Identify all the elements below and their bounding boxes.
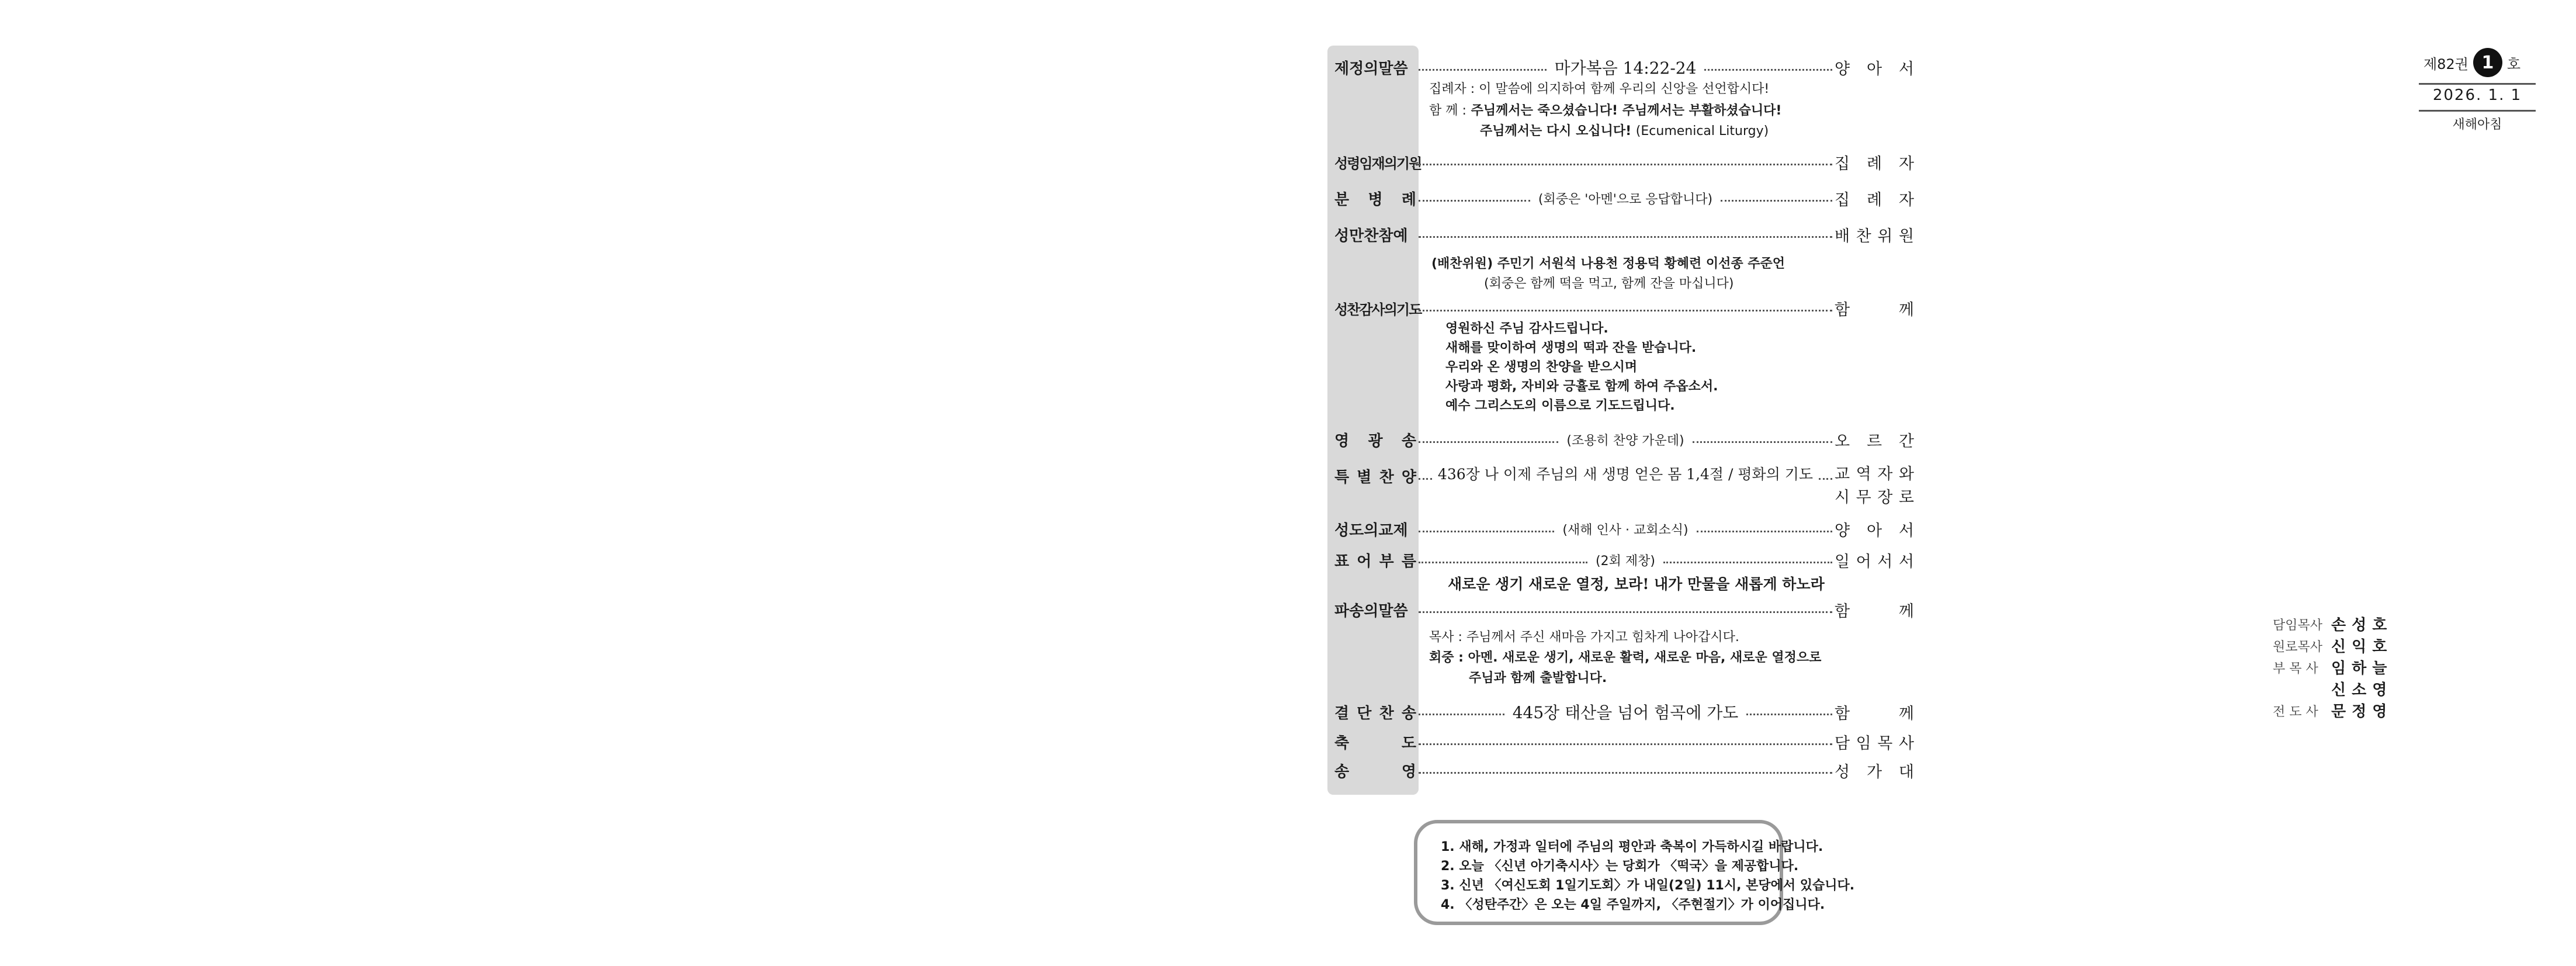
order-item-spirit — [1334, 149, 1914, 175]
staff-name: 신익호 — [2331, 638, 2393, 656]
speaker: 집례자 : — [1429, 82, 1475, 96]
order-leader: 집 례 자 — [1835, 191, 1914, 209]
staff-name: 신소영 — [2331, 681, 2393, 699]
issue-date: 2026. 1. 1 — [2432, 86, 2522, 104]
order-item-sermon — [1334, 54, 1914, 80]
leader-dots — [1419, 200, 1530, 202]
order-item-fellowship — [1334, 516, 1914, 542]
staff-name: 문정영 — [2331, 703, 2393, 721]
staff-row — [2273, 636, 2393, 658]
leader-dots — [1704, 69, 1832, 71]
issue-number — [2424, 48, 2520, 77]
sermon-all-line-2 — [1480, 121, 1769, 139]
leader-dots — [1419, 164, 1832, 165]
leader-dots — [1693, 441, 1832, 443]
header-divider — [2419, 83, 2536, 85]
order-center-text: 마가복음 14:22-24 — [1554, 58, 1697, 78]
order-item-gloria — [1334, 427, 1914, 452]
order-leader: 함 께 — [1835, 300, 1914, 319]
staff-role: 전 도 사 — [2273, 705, 2318, 719]
order-center-text: (새해 인사 · 교회소식) — [1562, 522, 1689, 538]
leader-line: 교 역 자 와 — [1835, 465, 1915, 483]
order-leader: 양 아 서 — [1835, 60, 1914, 78]
order-label: 축 도 — [1334, 734, 1416, 752]
leader-dots — [1746, 714, 1832, 715]
service-name: 새해아침 — [2452, 117, 2502, 132]
order-leader: 배 찬 위 원 — [1835, 227, 1914, 245]
issue-suffix: 호 — [2506, 56, 2521, 72]
notice-item: 4. 〈성탄주간〉은 오는 4일 주일까지, 〈주현절기〉가 이어집니다. — [1441, 898, 1825, 912]
leader-dots — [1419, 236, 1832, 238]
prayer-line: 새해를 맞이하여 생명의 떡과 잔을 받습니다. — [1445, 341, 1697, 355]
sending-congregation-line — [1429, 648, 1821, 666]
speaker: 회중 : — [1429, 650, 1464, 665]
motto-text: 새로운 생기 새로운 열정, 보라! 내가 만물을 새롭게 하노라 — [1448, 576, 1825, 593]
volume-label: 제82권 — [2424, 56, 2468, 72]
staff-role: 원로목사 — [2273, 640, 2323, 655]
notice-box — [1414, 820, 1855, 925]
order-label: 송 영 — [1334, 763, 1416, 781]
notice-item: 1. 새해, 가정과 일터에 주님의 평안과 축복이 가득하시길 바랍니다. — [1441, 840, 1823, 854]
order-item-sending — [1334, 597, 1914, 622]
leader-dots — [1697, 531, 1832, 532]
leader-dots — [1419, 611, 1832, 613]
order-leader: 오 르 간 — [1835, 432, 1915, 451]
staff-role: 담임목사 — [2273, 618, 2323, 633]
order-center-text: (회중은 '아멘'으로 응답합니다) — [1538, 192, 1713, 207]
speaker: 목사 : — [1429, 630, 1462, 645]
staff-row — [2273, 680, 2393, 701]
order-leader — [1835, 463, 1914, 510]
order-label: 제정의말씀 — [1334, 60, 1408, 78]
leader-dots — [1419, 441, 1558, 443]
response-text: 이 말씀에 의지하여 함께 우리의 신앙을 선언합시다! — [1479, 82, 1770, 96]
order-label: 결 단 찬 송 — [1334, 704, 1416, 722]
sermon-presider-line — [1429, 79, 1769, 97]
order-center-text: 436장 나 이제 주님의 새 생명 얻은 몸 1,4절 / 평화의 기도 — [1437, 466, 1814, 483]
order-label: 성도의교제 — [1334, 521, 1408, 539]
communion-note: (회중은 함께 떡을 먹고, 함께 잔을 마십니다) — [1484, 276, 1734, 291]
response-text: 주님께서는 죽으셨습니다! 주님께서는 부활하셨습니다! — [1471, 103, 1782, 118]
order-item-postlude — [1334, 757, 1914, 783]
leader-dots — [1663, 562, 1832, 563]
staff-list — [2273, 615, 2393, 723]
order-center-text: (조용히 찬양 가운데) — [1566, 433, 1684, 448]
staff-name: 임하늘 — [2331, 660, 2393, 677]
order-label: 분 병 례 — [1334, 191, 1416, 209]
order-leader: 함 께 — [1835, 704, 1915, 723]
order-item-closing-hymn — [1334, 699, 1914, 725]
order-center-text: (2회 제창) — [1596, 553, 1655, 569]
prayer-line: 사랑과 평화, 자비와 긍휼로 함께 하여 주옵소서. — [1445, 379, 1718, 394]
order-leader: 양 아 서 — [1835, 521, 1914, 540]
order-leader: 함 께 — [1835, 602, 1914, 621]
order-label: 성만찬참예 — [1334, 227, 1408, 245]
communion-prayer — [1445, 319, 1718, 416]
response-text: 주님께서는 다시 오십니다! — [1480, 124, 1632, 139]
order-item-expression — [1334, 547, 1914, 573]
leader-dots — [1819, 478, 1832, 480]
leader-dots — [1419, 310, 1832, 311]
order-leader: 담 임 목 사 — [1835, 734, 1914, 753]
leader-line: 시 무 장 로 — [1835, 489, 1915, 507]
sending-pastor-line — [1429, 627, 1739, 645]
staff-row — [2273, 701, 2393, 723]
order-item-communion — [1334, 221, 1914, 247]
leader-dots — [1419, 772, 1832, 774]
staff-row — [2273, 615, 2393, 636]
order-item-special — [1334, 463, 1914, 510]
order-label: 성찬감사의기도 — [1334, 301, 1422, 318]
leader-dots — [1419, 531, 1554, 532]
liturgy-note: (Ecumenical Liturgy) — [1635, 124, 1769, 139]
order-label: 특 별 찬 양 — [1334, 469, 1416, 486]
order-label: 파송의말씀 — [1334, 602, 1408, 620]
leader-dots — [1419, 743, 1832, 745]
staff-role: 부 목 사 — [2273, 662, 2318, 676]
response-text: 아멘. 새로운 생기, 새로운 활력, 새로운 마음, 새로운 열정으로 — [1468, 650, 1822, 665]
order-leader: 일 어 서 서 — [1835, 552, 1915, 571]
response-text: 주님께서 주신 새마음 가지고 힘차게 나아갑시다. — [1466, 630, 1739, 645]
prayer-line: 영원하신 주님 감사드립니다. — [1445, 321, 1608, 336]
leader-dots — [1419, 714, 1504, 715]
leader-dots — [1419, 69, 1547, 71]
prayer-line: 예수 그리스도의 이름으로 기도드립니다. — [1445, 399, 1675, 413]
order-label: 성령임재의기원 — [1334, 155, 1422, 172]
order-label: 표 어 부 름 — [1334, 552, 1416, 570]
prayer-line: 우리와 온 생명의 찬양을 받으시며 — [1445, 360, 1638, 375]
notice-item: 2. 오늘 〈신년 아기축시사〉는 당회가 〈떡국〉을 제공합니다. — [1441, 859, 1799, 874]
order-leader: 집 례 자 — [1835, 154, 1914, 173]
staff-row — [2273, 658, 2393, 680]
communion-servers: (배찬위원) 주민기 서원석 나용천 정용덕 황혜련 이선종 주준언 — [1431, 257, 1785, 271]
order-item-benediction — [1334, 729, 1914, 754]
order-leader: 성 가 대 — [1835, 763, 1914, 781]
order-item-thanks — [1334, 295, 1914, 321]
sermon-all-line — [1429, 101, 1781, 119]
order-item-breaking — [1334, 185, 1914, 211]
order-label: 영 광 송 — [1334, 432, 1416, 450]
leader-dots — [1419, 562, 1587, 563]
speaker: 함 께 : — [1429, 103, 1466, 118]
sending-congregation-line-2: 주님과 함께 출발합니다. — [1469, 671, 1607, 685]
leader-dots — [1419, 478, 1432, 480]
staff-name: 손성호 — [2331, 617, 2393, 634]
notice-item: 3. 신년 〈여신도회 1일기도회〉가 내일(2일) 11시, 본당에서 있습니다. — [1441, 878, 1855, 893]
issue-number-badge: 1 — [2473, 48, 2502, 77]
order-center-text: 445장 태산을 넘어 험곡에 가도 — [1512, 703, 1739, 722]
header-divider — [2419, 110, 2536, 112]
leader-dots — [1721, 200, 1832, 202]
